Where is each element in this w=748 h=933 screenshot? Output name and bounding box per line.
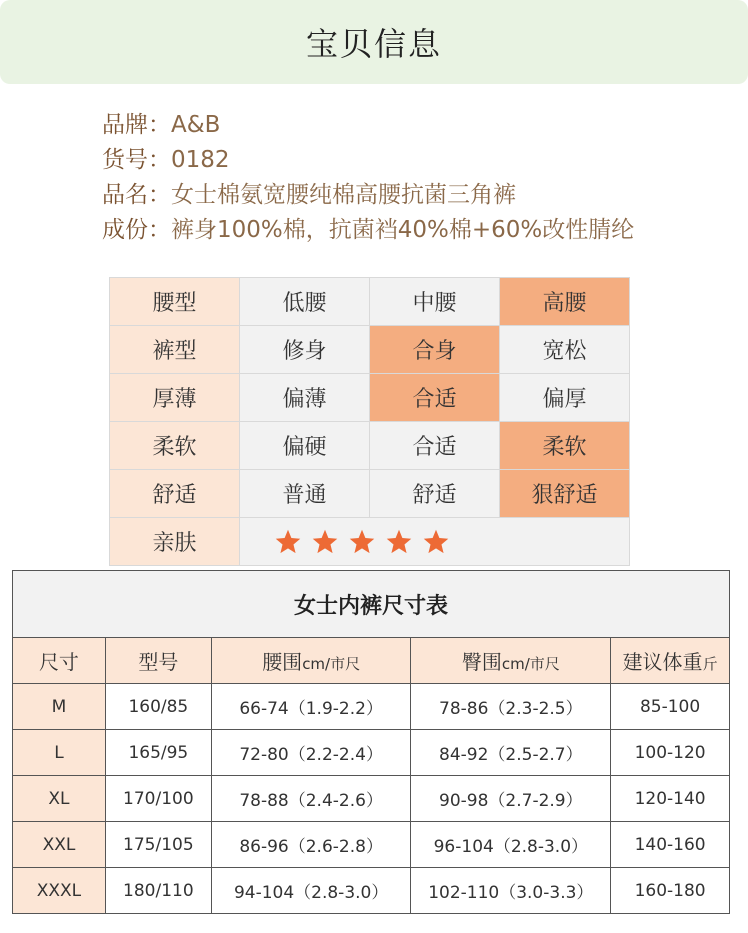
size-cell: 100-120 [611,730,730,776]
info-brand [102,108,634,143]
attribute-option: 狠舒适 [500,470,630,518]
attribute-name: 舒适 [110,470,240,518]
attribute-row [110,278,630,326]
size-header-cell [105,638,211,684]
star-icon [422,528,450,556]
attribute-option: 低腰 [240,278,370,326]
size-label-cell: XXL [13,822,106,868]
size-row [13,868,730,914]
size-cell: 96-104（2.8-3.0） [411,822,611,868]
attribute-option: 柔软 [500,422,630,470]
attribute-name: 厚薄 [110,374,240,422]
info-value: A&B [171,112,221,138]
size-label-cell: M [13,684,106,730]
size-header-cell [611,638,730,684]
size-cell: 86-96（2.6-2.8） [211,822,411,868]
size-header-cell [211,638,411,684]
size-label-cell: XL [13,776,106,822]
attribute-row [110,470,630,518]
attribute-table [109,277,630,566]
info-product-name [102,178,634,213]
info-label: 成份： [102,217,171,243]
attribute-name: 裤型 [110,326,240,374]
size-header-row [13,638,730,684]
size-cell: 165/95 [105,730,211,776]
header-label: 建议体重 [622,650,703,674]
size-cell: 84-92（2.5-2.7） [411,730,611,776]
info-value: 0182 [171,147,230,173]
attribute-name: 亲肤 [110,518,240,566]
size-cell: 66-74（1.9-2.2） [211,684,411,730]
info-label: 品牌： [102,112,171,138]
star-icon [348,528,376,556]
size-cell: 120-140 [611,776,730,822]
header-label: 型号 [138,650,179,674]
header-label: 尺寸 [38,650,79,674]
size-row [13,730,730,776]
attribute-row [110,422,630,470]
info-item-number [102,143,634,178]
attribute-option: 高腰 [500,278,630,326]
info-label: 货号： [102,147,171,173]
attribute-row [110,374,630,422]
size-cell: 140-160 [611,822,730,868]
size-cell: 180/110 [105,868,211,914]
header-label: 臀围 [461,650,502,674]
info-label: 品名： [102,182,171,208]
size-header-cell [411,638,611,684]
size-cell: 94-104（2.8-3.0） [211,868,411,914]
attribute-name: 腰型 [110,278,240,326]
attribute-option: 合身 [370,326,500,374]
attribute-name: 柔软 [110,422,240,470]
size-table [12,637,730,914]
star-icon [311,528,339,556]
header-bar [0,0,748,84]
size-chart-title: 女士内裤尺寸表 [12,570,730,637]
product-info [102,108,634,248]
size-cell: 160/85 [105,684,211,730]
attribute-option: 舒适 [370,470,500,518]
size-cell: 90-98（2.7-2.9） [411,776,611,822]
size-cell: 170/100 [105,776,211,822]
info-value: 裤身100%棉，抗菌裆40%棉+60%改性腈纶 [171,217,635,243]
attribute-option: 合适 [370,422,500,470]
page-title: 宝贝信息 [305,25,442,63]
size-cell: 85-100 [611,684,730,730]
attribute-option: 普通 [240,470,370,518]
size-row [13,776,730,822]
attribute-row-skin [110,518,630,566]
size-row [13,822,730,868]
size-cell: 175/105 [105,822,211,868]
attribute-option: 合适 [370,374,500,422]
size-cell: 78-88（2.4-2.6） [211,776,411,822]
attribute-option: 偏薄 [240,374,370,422]
header-label: 腰围 [262,650,303,674]
header-unit: cm/市尺 [501,655,560,673]
attribute-row [110,326,630,374]
star-icon [274,528,302,556]
attribute-option: 宽松 [500,326,630,374]
skin-rating [240,518,630,566]
size-cell: 102-110（3.0-3.3） [411,868,611,914]
header-unit: cm/市尺 [302,655,361,673]
attribute-option: 中腰 [370,278,500,326]
size-cell: 78-86（2.3-2.5） [411,684,611,730]
size-label-cell: XXXL [13,868,106,914]
size-header-cell [13,638,106,684]
attribute-option: 偏厚 [500,374,630,422]
star-icon [385,528,413,556]
attribute-option: 偏硬 [240,422,370,470]
attribute-option: 修身 [240,326,370,374]
header-unit: 斤 [702,655,718,673]
size-cell: 72-80（2.2-2.4） [211,730,411,776]
size-row [13,684,730,730]
size-label-cell: L [13,730,106,776]
info-value: 女士棉氨宽腰纯棉高腰抗菌三角裤 [171,182,516,208]
size-chart [12,570,730,914]
info-composition [102,213,634,248]
size-cell: 160-180 [611,868,730,914]
